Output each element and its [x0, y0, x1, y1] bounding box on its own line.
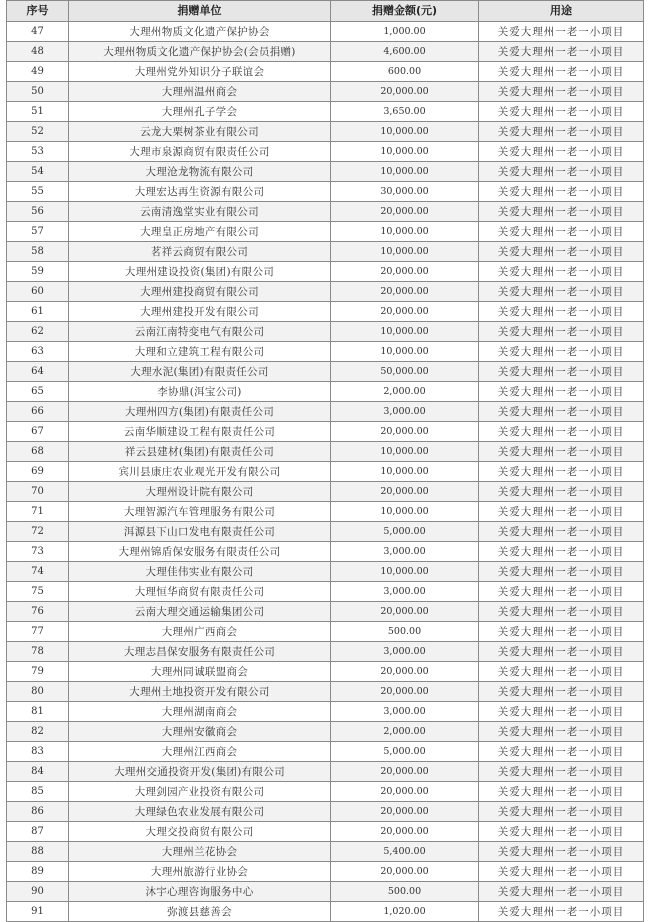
index-cell: 91 — [7, 902, 69, 922]
table-row — [7, 402, 644, 422]
donor-cell: 大理州温州商会 — [69, 82, 331, 102]
amount-cell: 10,000.00 — [331, 162, 479, 182]
header-index: 序号 — [7, 1, 69, 22]
index-cell: 68 — [7, 442, 69, 462]
purpose-cell: 关爱大理州一老一小项目 — [479, 642, 644, 662]
donor-cell: 大理佳伟实业有限公司 — [69, 562, 331, 582]
purpose-cell: 关爱大理州一老一小项目 — [479, 242, 644, 262]
header-row — [7, 1, 644, 22]
purpose-cell: 关爱大理州一老一小项目 — [479, 782, 644, 802]
amount-cell: 5,400.00 — [331, 842, 479, 862]
index-cell: 63 — [7, 342, 69, 362]
amount-cell: 2,000.00 — [331, 382, 479, 402]
purpose-cell: 关爱大理州一老一小项目 — [479, 702, 644, 722]
donor-cell: 大理和立建筑工程有限公司 — [69, 342, 331, 362]
purpose-cell: 关爱大理州一老一小项目 — [479, 262, 644, 282]
index-cell: 87 — [7, 822, 69, 842]
purpose-cell: 关爱大理州一老一小项目 — [479, 882, 644, 902]
purpose-cell: 关爱大理州一老一小项目 — [479, 322, 644, 342]
index-cell: 70 — [7, 482, 69, 502]
amount-cell: 20,000.00 — [331, 602, 479, 622]
donor-cell: 大理智源汽车管理服务有限公司 — [69, 502, 331, 522]
purpose-cell: 关爱大理州一老一小项目 — [479, 542, 644, 562]
index-cell: 56 — [7, 202, 69, 222]
table-row — [7, 582, 644, 602]
index-cell: 88 — [7, 842, 69, 862]
amount-cell: 10,000.00 — [331, 502, 479, 522]
donor-cell: 大理州物质文化遗产保护协会 — [69, 22, 331, 42]
index-cell: 65 — [7, 382, 69, 402]
purpose-cell: 关爱大理州一老一小项目 — [479, 722, 644, 742]
donor-cell: 大理州广西商会 — [69, 622, 331, 642]
purpose-cell: 关爱大理州一老一小项目 — [479, 482, 644, 502]
donor-cell: 茗祥云商贸有限公司 — [69, 242, 331, 262]
donor-cell: 大理州土地投资开发有限公司 — [69, 682, 331, 702]
purpose-cell: 关爱大理州一老一小项目 — [479, 62, 644, 82]
table-row — [7, 702, 644, 722]
table-row — [7, 882, 644, 902]
table-row — [7, 22, 644, 42]
purpose-cell: 关爱大理州一老一小项目 — [479, 142, 644, 162]
table-row — [7, 362, 644, 382]
amount-cell: 2,000.00 — [331, 722, 479, 742]
amount-cell: 20,000.00 — [331, 422, 479, 442]
index-cell: 86 — [7, 802, 69, 822]
table-row — [7, 722, 644, 742]
index-cell: 49 — [7, 62, 69, 82]
donor-cell: 大理州湖南商会 — [69, 702, 331, 722]
donor-cell: 大理州物质文化遗产保护协会(会员捐赠) — [69, 42, 331, 62]
donor-cell: 大理市泉源商贸有限责任公司 — [69, 142, 331, 162]
table-row — [7, 862, 644, 882]
table-row — [7, 502, 644, 522]
amount-cell: 20,000.00 — [331, 782, 479, 802]
purpose-cell: 关爱大理州一老一小项目 — [479, 202, 644, 222]
donor-cell: 大理州安徽商会 — [69, 722, 331, 742]
amount-cell: 3,000.00 — [331, 402, 479, 422]
donor-cell: 大理州同诚联盟商会 — [69, 662, 331, 682]
donor-cell: 大理州建设投资(集团)有限公司 — [69, 262, 331, 282]
amount-cell: 3,000.00 — [331, 702, 479, 722]
amount-cell: 20,000.00 — [331, 682, 479, 702]
index-cell: 83 — [7, 742, 69, 762]
purpose-cell: 关爱大理州一老一小项目 — [479, 42, 644, 62]
index-cell: 75 — [7, 582, 69, 602]
amount-cell: 1,000.00 — [331, 22, 479, 42]
amount-cell: 600.00 — [331, 62, 479, 82]
amount-cell: 3,650.00 — [331, 102, 479, 122]
donor-cell: 云南大理交通运输集团公司 — [69, 602, 331, 622]
table-row — [7, 102, 644, 122]
amount-cell: 10,000.00 — [331, 342, 479, 362]
table-row — [7, 162, 644, 182]
purpose-cell: 关爱大理州一老一小项目 — [479, 562, 644, 582]
donor-cell: 云南江南特变电气有限公司 — [69, 322, 331, 342]
table-row — [7, 262, 644, 282]
purpose-cell: 关爱大理州一老一小项目 — [479, 902, 644, 922]
donor-cell: 大理水泥(集团)有限责任公司 — [69, 362, 331, 382]
table-row — [7, 62, 644, 82]
table-body — [7, 22, 644, 922]
donor-cell: 大理州江西商会 — [69, 742, 331, 762]
donor-cell: 云南清逸堂实业有限公司 — [69, 202, 331, 222]
donor-cell: 大理志昌保安服务有限责任公司 — [69, 642, 331, 662]
index-cell: 61 — [7, 302, 69, 322]
purpose-cell: 关爱大理州一老一小项目 — [479, 222, 644, 242]
amount-cell: 20,000.00 — [331, 822, 479, 842]
table-row — [7, 282, 644, 302]
purpose-cell: 关爱大理州一老一小项目 — [479, 102, 644, 122]
purpose-cell: 关爱大理州一老一小项目 — [479, 22, 644, 42]
table-row — [7, 622, 644, 642]
purpose-cell: 关爱大理州一老一小项目 — [479, 182, 644, 202]
donor-cell: 大理州建投商贸有限公司 — [69, 282, 331, 302]
donor-cell: 大理州党外知识分子联谊会 — [69, 62, 331, 82]
donor-cell: 大理宏达再生资源有限公司 — [69, 182, 331, 202]
purpose-cell: 关爱大理州一老一小项目 — [479, 422, 644, 442]
index-cell: 80 — [7, 682, 69, 702]
purpose-cell: 关爱大理州一老一小项目 — [479, 582, 644, 602]
index-cell: 82 — [7, 722, 69, 742]
index-cell: 71 — [7, 502, 69, 522]
donor-cell: 大理州四方(集团)有限责任公司 — [69, 402, 331, 422]
donor-cell: 大理州兰花协会 — [69, 842, 331, 862]
amount-cell: 50,000.00 — [331, 362, 479, 382]
donor-cell: 洱源县下山口发电有限责任公司 — [69, 522, 331, 542]
index-cell: 48 — [7, 42, 69, 62]
table-row — [7, 842, 644, 862]
amount-cell: 1,020.00 — [331, 902, 479, 922]
index-cell: 77 — [7, 622, 69, 642]
header-purpose: 用途 — [479, 1, 644, 22]
donation-table — [6, 0, 644, 922]
amount-cell: 30,000.00 — [331, 182, 479, 202]
table-row — [7, 802, 644, 822]
donor-cell: 大理皇正房地产有限公司 — [69, 222, 331, 242]
table-row — [7, 542, 644, 562]
purpose-cell: 关爱大理州一老一小项目 — [479, 602, 644, 622]
donor-cell: 大理绿色农业发展有限公司 — [69, 802, 331, 822]
purpose-cell: 关爱大理州一老一小项目 — [479, 402, 644, 422]
index-cell: 74 — [7, 562, 69, 582]
table-row — [7, 642, 644, 662]
donor-cell: 李协鼎(洱宝公司) — [69, 382, 331, 402]
index-cell: 90 — [7, 882, 69, 902]
index-cell: 76 — [7, 602, 69, 622]
table-row — [7, 902, 644, 922]
purpose-cell: 关爱大理州一老一小项目 — [479, 762, 644, 782]
index-cell: 81 — [7, 702, 69, 722]
index-cell: 89 — [7, 862, 69, 882]
amount-cell: 10,000.00 — [331, 242, 479, 262]
purpose-cell: 关爱大理州一老一小项目 — [479, 302, 644, 322]
donor-cell: 大理交投商贸有限公司 — [69, 822, 331, 842]
amount-cell: 3,000.00 — [331, 582, 479, 602]
table-row — [7, 482, 644, 502]
purpose-cell: 关爱大理州一老一小项目 — [479, 442, 644, 462]
table-row — [7, 302, 644, 322]
table-row — [7, 682, 644, 702]
donor-cell: 云南华顺建设工程有限责任公司 — [69, 422, 331, 442]
header-donor: 捐赠单位 — [69, 1, 331, 22]
index-cell: 62 — [7, 322, 69, 342]
index-cell: 52 — [7, 122, 69, 142]
amount-cell: 5,000.00 — [331, 522, 479, 542]
amount-cell: 5,000.00 — [331, 742, 479, 762]
table-header — [7, 1, 644, 22]
table-row — [7, 522, 644, 542]
table-row — [7, 342, 644, 362]
amount-cell: 10,000.00 — [331, 142, 479, 162]
amount-cell: 20,000.00 — [331, 262, 479, 282]
amount-cell: 3,000.00 — [331, 642, 479, 662]
table-row — [7, 422, 644, 442]
index-cell: 47 — [7, 22, 69, 42]
table-row — [7, 762, 644, 782]
index-cell: 57 — [7, 222, 69, 242]
table-row — [7, 82, 644, 102]
table-row — [7, 122, 644, 142]
purpose-cell: 关爱大理州一老一小项目 — [479, 802, 644, 822]
purpose-cell: 关爱大理州一老一小项目 — [479, 662, 644, 682]
header-amount: 捐赠金额(元) — [331, 1, 479, 22]
purpose-cell: 关爱大理州一老一小项目 — [479, 522, 644, 542]
donor-cell: 弥渡县慈善会 — [69, 902, 331, 922]
purpose-cell: 关爱大理州一老一小项目 — [479, 462, 644, 482]
table-row — [7, 182, 644, 202]
purpose-cell: 关爱大理州一老一小项目 — [479, 382, 644, 402]
donor-cell: 大理恒华商贸有限责任公司 — [69, 582, 331, 602]
table-row — [7, 462, 644, 482]
amount-cell: 10,000.00 — [331, 122, 479, 142]
amount-cell: 10,000.00 — [331, 322, 479, 342]
index-cell: 64 — [7, 362, 69, 382]
table-row — [7, 202, 644, 222]
amount-cell: 3,000.00 — [331, 542, 479, 562]
donor-cell: 大理州孔子学会 — [69, 102, 331, 122]
index-cell: 60 — [7, 282, 69, 302]
amount-cell: 10,000.00 — [331, 442, 479, 462]
amount-cell: 20,000.00 — [331, 302, 479, 322]
purpose-cell: 关爱大理州一老一小项目 — [479, 122, 644, 142]
purpose-cell: 关爱大理州一老一小项目 — [479, 162, 644, 182]
table-row — [7, 562, 644, 582]
amount-cell: 10,000.00 — [331, 562, 479, 582]
donor-cell: 沐宇心理咨询服务中心 — [69, 882, 331, 902]
purpose-cell: 关爱大理州一老一小项目 — [479, 82, 644, 102]
table-row — [7, 442, 644, 462]
index-cell: 51 — [7, 102, 69, 122]
index-cell: 85 — [7, 782, 69, 802]
table-row — [7, 42, 644, 62]
index-cell: 73 — [7, 542, 69, 562]
donor-cell: 大理州建投开发有限公司 — [69, 302, 331, 322]
purpose-cell: 关爱大理州一老一小项目 — [479, 742, 644, 762]
donor-cell: 大理州交通投资开发(集团)有限公司 — [69, 762, 331, 782]
amount-cell: 20,000.00 — [331, 202, 479, 222]
index-cell: 50 — [7, 82, 69, 102]
donor-cell: 祥云县建材(集团)有限责任公司 — [69, 442, 331, 462]
index-cell: 67 — [7, 422, 69, 442]
amount-cell: 20,000.00 — [331, 802, 479, 822]
purpose-cell: 关爱大理州一老一小项目 — [479, 282, 644, 302]
amount-cell: 20,000.00 — [331, 82, 479, 102]
table-row — [7, 822, 644, 842]
table-row — [7, 142, 644, 162]
amount-cell: 20,000.00 — [331, 662, 479, 682]
table-row — [7, 782, 644, 802]
table-row — [7, 222, 644, 242]
amount-cell: 10,000.00 — [331, 222, 479, 242]
table-row — [7, 382, 644, 402]
donor-cell: 大理州锦盾保安服务有限责任公司 — [69, 542, 331, 562]
table-row — [7, 322, 644, 342]
purpose-cell: 关爱大理州一老一小项目 — [479, 362, 644, 382]
index-cell: 84 — [7, 762, 69, 782]
donor-cell: 大理剑园产业投资有限公司 — [69, 782, 331, 802]
amount-cell: 10,000.00 — [331, 462, 479, 482]
index-cell: 72 — [7, 522, 69, 542]
table-row — [7, 242, 644, 262]
index-cell: 66 — [7, 402, 69, 422]
index-cell: 55 — [7, 182, 69, 202]
table-row — [7, 662, 644, 682]
table-row — [7, 602, 644, 622]
table-row — [7, 742, 644, 762]
amount-cell: 500.00 — [331, 882, 479, 902]
index-cell: 54 — [7, 162, 69, 182]
amount-cell: 4,600.00 — [331, 42, 479, 62]
purpose-cell: 关爱大理州一老一小项目 — [479, 842, 644, 862]
purpose-cell: 关爱大理州一老一小项目 — [479, 622, 644, 642]
index-cell: 53 — [7, 142, 69, 162]
index-cell: 79 — [7, 662, 69, 682]
purpose-cell: 关爱大理州一老一小项目 — [479, 342, 644, 362]
purpose-cell: 关爱大理州一老一小项目 — [479, 682, 644, 702]
purpose-cell: 关爱大理州一老一小项目 — [479, 822, 644, 842]
index-cell: 59 — [7, 262, 69, 282]
amount-cell: 20,000.00 — [331, 282, 479, 302]
index-cell: 58 — [7, 242, 69, 262]
donor-cell: 云龙大栗树茶业有限公司 — [69, 122, 331, 142]
purpose-cell: 关爱大理州一老一小项目 — [479, 862, 644, 882]
amount-cell: 20,000.00 — [331, 862, 479, 882]
donor-cell: 大理沧龙物流有限公司 — [69, 162, 331, 182]
index-cell: 78 — [7, 642, 69, 662]
donor-cell: 大理州设计院有限公司 — [69, 482, 331, 502]
amount-cell: 20,000.00 — [331, 762, 479, 782]
donor-cell: 大理州旅游行业协会 — [69, 862, 331, 882]
donor-cell: 宾川县康庄农业观光开发有限公司 — [69, 462, 331, 482]
index-cell: 69 — [7, 462, 69, 482]
amount-cell: 500.00 — [331, 622, 479, 642]
purpose-cell: 关爱大理州一老一小项目 — [479, 502, 644, 522]
amount-cell: 20,000.00 — [331, 482, 479, 502]
